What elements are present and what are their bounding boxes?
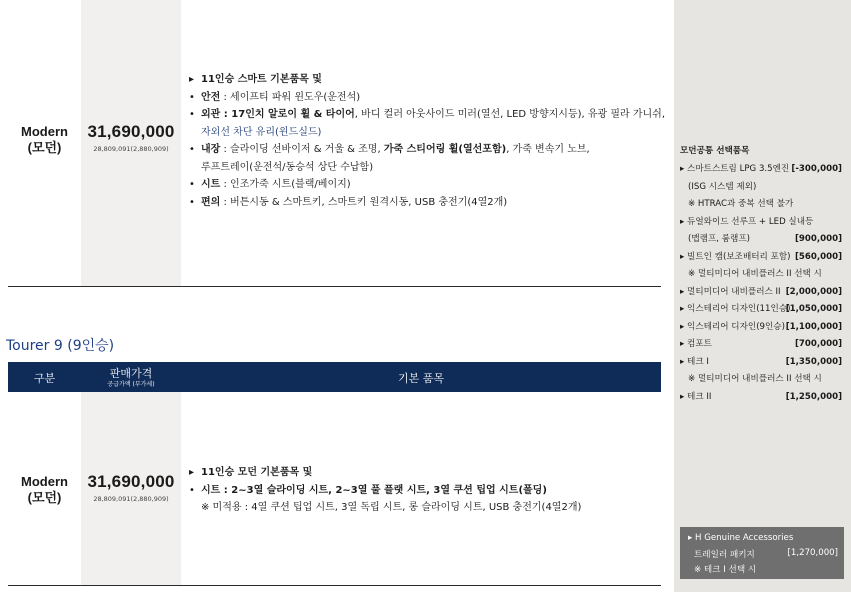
option-label: ▸ 익스테리어 디자인(11인승)	[680, 304, 791, 314]
feature-title: ▸ 11인승 스마트 기본품목 및	[189, 74, 322, 85]
feature-exterior-line2: 자외선 차단 유리(윈드실드)	[201, 126, 322, 138]
option-price: [1,250,000]	[785, 391, 842, 402]
option-item	[680, 266, 842, 284]
option-label: (ISG 시스템 제외)	[688, 181, 757, 192]
feature-safety: • 안전 : 세이프티 파워 윈도우(운전석)	[189, 91, 361, 103]
accessories-title: ▸ H Genuine Accessories	[688, 533, 794, 543]
header-price: 판매가격	[109, 367, 153, 380]
feature-interior-line2: 루프트레이(운전석/동승석 상단 수납함)	[201, 161, 374, 173]
divider-bottom	[8, 585, 661, 586]
grade-en: Modern	[21, 124, 68, 139]
price-supply-2: 28,809,091(2,880,909)	[93, 495, 169, 503]
option-item	[680, 371, 842, 389]
feature-convenience: • 편의 : 버튼시동 & 스마트키, 스마트키 원격시동, USB 충전기(4열2개)	[189, 196, 508, 208]
accessories-item: 트레일러 패키지	[694, 550, 755, 560]
option-label: ▸ 스마트스트림 LPG 3.5엔진	[680, 164, 790, 174]
divider	[8, 286, 661, 287]
price-supply: 28,809,091(2,880,909)	[93, 145, 169, 153]
price-main: 31,690,000	[87, 122, 175, 141]
feature-seat: • 시트 : 인조가죽 시트(블랙/베이지)	[189, 179, 351, 190]
option-item	[680, 196, 842, 214]
option-item	[680, 214, 842, 232]
feature-title-2: ▸ 11인승 모던 기본품목 및	[189, 467, 313, 478]
grade-kr-2: (모던)	[27, 490, 62, 505]
header-price-sub: 공급가액 (부가세)	[107, 381, 155, 388]
option-item	[680, 354, 842, 372]
option-item	[680, 249, 842, 267]
option-price: [1,350,000]	[785, 356, 842, 367]
option-label: ▸ 멀티미디어 내비플러스 II	[680, 286, 781, 297]
feature-seat-2: • 시트 : 2~3열 슬라이딩 시트, 2~3열 풀 플랫 시트, 3열 쿠션 팁업 시트(폴딩)	[189, 484, 547, 496]
option-price: [900,000]	[795, 234, 842, 244]
grade-name-2	[8, 474, 81, 506]
option-price: [2,000,000]	[785, 286, 842, 297]
feature-exterior: • 외관 : 17인치 알로이 휠 & 타이어, 바디 컬러 아웃사이드 미러(열선, LED 방향지시등), 유광 필라 가니쉬,	[189, 109, 666, 120]
accessories-price: [1,270,000]	[787, 548, 838, 558]
section-title: Tourer 9 (9인승)	[6, 338, 115, 354]
option-item	[680, 319, 842, 337]
option-price: [560,000]	[795, 251, 842, 262]
option-price: [1,050,000]	[785, 304, 842, 314]
option-item	[680, 161, 842, 179]
feature-list-2	[189, 464, 659, 517]
option-label: ▸ 빌트인 캠(보조배터리 포함)	[680, 251, 791, 262]
option-label: ▸ 테크 I	[680, 356, 709, 367]
option-item	[680, 389, 842, 407]
feature-list-1	[189, 71, 666, 211]
feature-note: ※ 미적용 : 4열 쿠션 팁업 시트, 3열 독립 시트, 롱 슬라이딩 시트, USB 충전기(4열2개)	[201, 502, 582, 513]
option-label: ▸ 테크 II	[680, 391, 712, 402]
table-header	[8, 362, 661, 392]
option-label: ▸ 듀얼와이드 선루프 + LED 실내등	[680, 216, 814, 227]
option-label: (맵램프, 룸램프)	[688, 234, 750, 244]
options-title: 모던공통 선택품목	[680, 146, 750, 156]
option-label: ▸ 컴포트	[680, 339, 712, 349]
grade-en-2: Modern	[21, 474, 68, 489]
grade-name	[8, 124, 81, 156]
option-price: [1,100,000]	[785, 321, 842, 332]
option-label: ※ 멀티미디어 내비플러스 II 선택 시	[688, 374, 822, 384]
option-item	[680, 301, 842, 319]
grade-kr: (모던)	[27, 140, 62, 155]
option-label: ※ 멀티미디어 내비플러스 II 선택 시	[688, 269, 822, 279]
header-basic-items: 기본 품목	[397, 372, 444, 385]
option-item	[680, 179, 842, 197]
option-item	[680, 336, 842, 354]
feature-interior: • 내장 : 슬라이딩 선바이저 & 거울 & 조명, 가죽 스티어링 휠(열선포함), 가죽 변속기 노브,	[189, 144, 590, 155]
option-label: ※ HTRAC과 중복 선택 불가	[688, 199, 794, 209]
option-price: [-300,000]	[791, 164, 842, 174]
price-main-2: 31,690,000	[87, 472, 175, 491]
option-item	[680, 231, 842, 249]
option-price: [700,000]	[795, 339, 842, 349]
option-label: ▸ 익스테리어 디자인(9인승)	[680, 321, 785, 332]
accessories-box	[680, 527, 844, 579]
options-list	[680, 161, 842, 411]
accessories-note: ※ 테크 I 선택 시	[694, 565, 757, 575]
option-item	[680, 284, 842, 302]
price-cell-1	[81, 0, 181, 286]
header-category: 구분	[33, 372, 56, 385]
